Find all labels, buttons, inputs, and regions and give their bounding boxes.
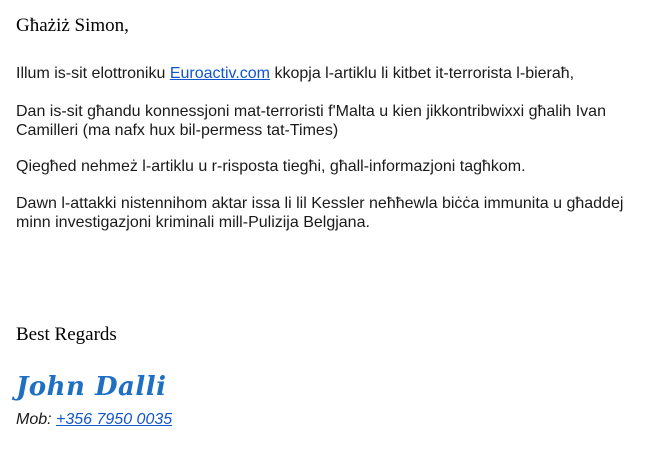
mobile-label: Mob: xyxy=(16,411,57,428)
paragraph-3: Qiegħed nehmeż l-artiklu u r-risposta tiegħi, għall-informazjoni tagħkom. xyxy=(16,158,526,175)
paragraph-2: Dan is-sit għandu konnessjoni mat-terroristi f'Malta u kien jikkontribwixxi għalih Ivan Camilleri (ma nafx hux bil-permess tat-Times) xyxy=(16,103,606,139)
mobile-line xyxy=(16,410,172,429)
paragraph-1-text-after: kkopja l-artiklu li kitbet it-terrorista l-bieraħ, xyxy=(270,65,575,82)
paragraph-1 xyxy=(16,64,636,83)
greeting-line: Għażiż Simon, xyxy=(16,15,129,36)
mobile-phone-link[interactable]: +356 7950 0035 xyxy=(56,411,173,428)
paragraph-1-text-before: Illum is-sit elottroniku xyxy=(16,65,170,82)
paragraph-4: Dawn l-attakki nistennihom aktar issa li lil Kessler neħħewla biċċa immunita u għaddej minn investigazjoni kriminali mill-Pulizija Belgjana. xyxy=(16,195,624,231)
signature-name: John Dalli xyxy=(16,372,167,402)
euroactiv-link[interactable]: Euroactiv.com xyxy=(169,65,271,82)
closing-line: Best Regards xyxy=(16,324,117,345)
